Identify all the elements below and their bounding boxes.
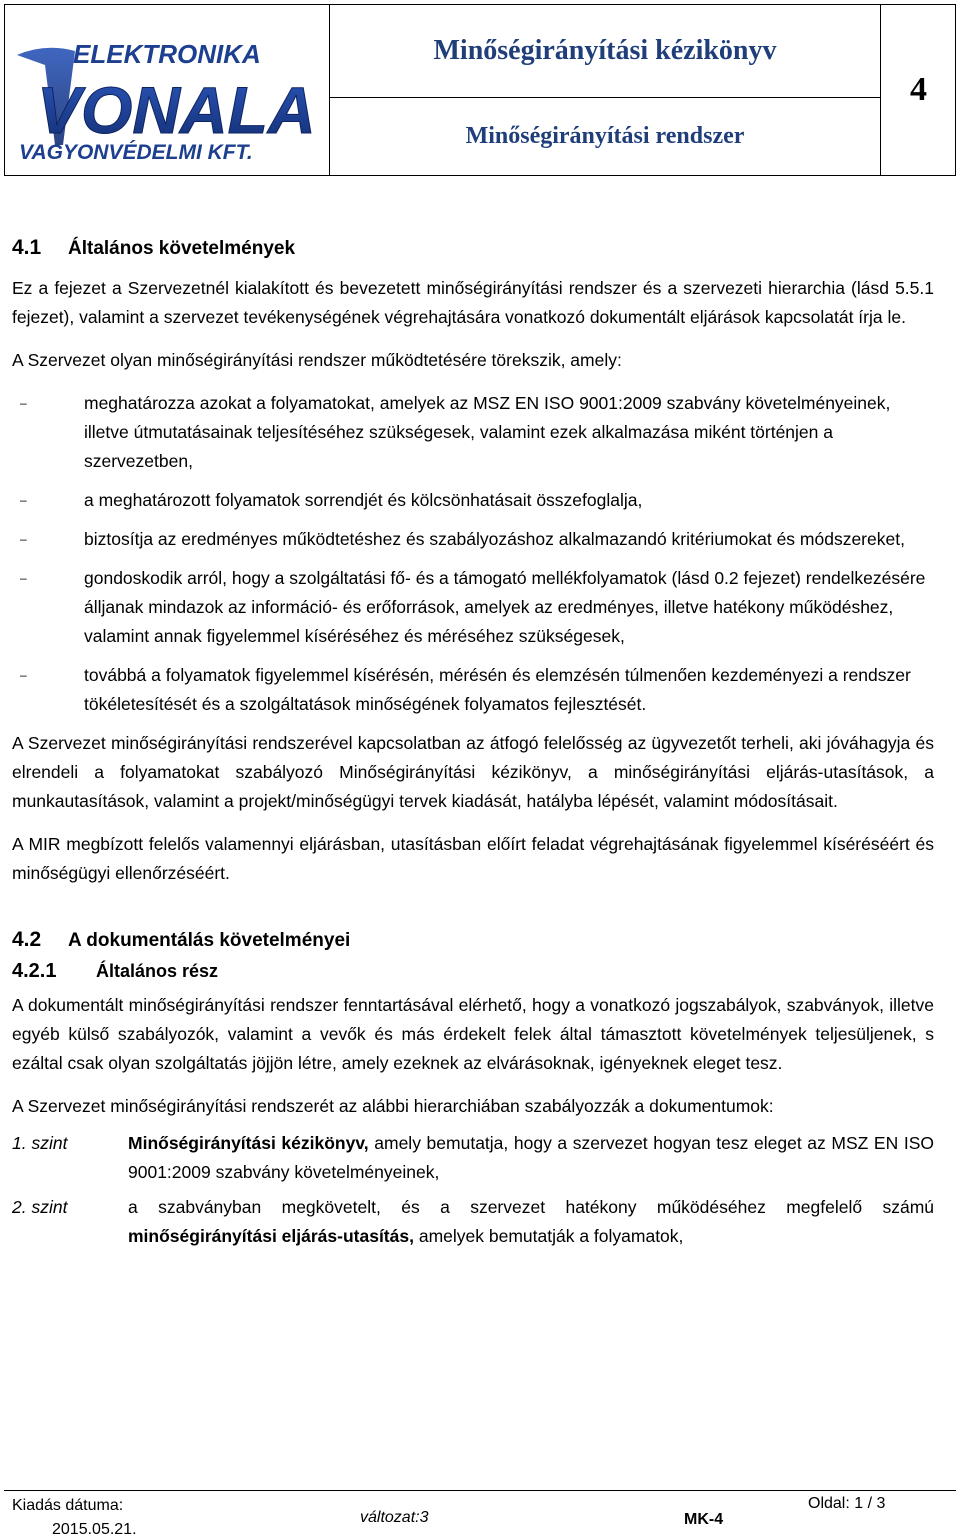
paragraph: A Szervezet minőségirányítási rendszerét az alábbi hierarchiában szabályozzák a dokumentumok: [12, 1096, 774, 1116]
section-number: 4.2 [12, 928, 42, 951]
level-text: amelyek bemutatják a folyamatok, [413, 1226, 684, 1246]
document-header [4, 4, 956, 176]
level-text: amely bemutatja, hogy a szervezet hogyan tesz eleget az MSZ EN ISO 9001:2009 szabvány követelményeinek, [128, 1133, 934, 1182]
level-text-pre: a szabványban megkövetelt, és a szervezet hatékony működéséhez megfelelő számú [128, 1197, 934, 1217]
bullet-dash: – [20, 532, 27, 546]
level-key: 2. szint [12, 1197, 68, 1217]
header-title-cell [330, 5, 880, 98]
level-description [128, 1193, 934, 1251]
paragraph: Ez a fejezet a Szervezetnél kialakított és bevezetett minőségirányítási rendszer és a szervezeti hierarchia (lásd 5.5.1 fejezet), valamint a szervezet tevékenységének végrehajtására vonatkozó dokumentált eljárások kapcsolatát írja le. [12, 278, 934, 327]
bullet-dash: – [20, 493, 27, 507]
logo-line1: ELEKTRONIKA [73, 39, 261, 69]
bullet-dash: – [20, 396, 27, 410]
list-item [12, 389, 934, 476]
version: változat:3 [360, 1509, 429, 1526]
paragraph: A MIR megbízott felelős valamennyi eljárásban, utasításban előírt feladat végrehajtásának figyelemmel kíséréséért és minőségügyi ellenőrzéséért. [12, 834, 934, 883]
level-emphasis: Minőségirányítási kézikönyv, [128, 1133, 369, 1153]
list-item-text: a meghatározott folyamatok sorrendjét és kölcsönhatásait összefoglalja, [84, 490, 643, 510]
document-body [12, 236, 934, 1257]
level-key: 1. szint [12, 1133, 68, 1153]
list-item-text: gondoskodik arról, hogy a szolgáltatási fő- és a támogató mellékfolyamatok (lásd 0.2 fejezet) rendelkezésére álljanak mindazok az információ- és erőforrások, amelyek az eredményes, illetve hatékony működéshez, valamint annak figyelemmel kíséréséhez és méréséhez szükségesek, [84, 568, 926, 646]
document-title: Minőségirányítási kézikönyv [433, 35, 777, 66]
requirements-list [12, 389, 934, 719]
issue-date-label: Kiadás dátuma: [12, 1497, 124, 1514]
section-heading-4-2 [12, 928, 934, 952]
list-item [12, 525, 934, 554]
company-logo-graphic [15, 35, 315, 165]
hierarchy-level-2 [12, 1193, 934, 1251]
paragraph: A Szervezet minőségirányítási rendszerével kapcsolatban az átfogó felelősség az ügyvezetőt terheli, aki jóváhagyja és elrendeli a folyamatokat szabályozó Minőségirányítási kézikönyv, a minőségirányítási eljárás-utasítások, a munkautasítások, valamint a projekt/minőségügyi tervek kiadását, hatályba lépését, valamint módosításait. [12, 733, 934, 811]
company-logo [15, 35, 315, 165]
document-footer [4, 1490, 956, 1539]
list-item [12, 564, 934, 651]
section-heading-4-2-1 [12, 960, 934, 983]
bullet-dash: – [20, 571, 27, 585]
paragraph: A dokumentált minőségirányítási rendszer fenntartásával elérhető, hogy a vonatkozó jogszabályok, szabványok, illetve egyéb külső szabályozók, valamint a vevők és más érdekelt felek által támasztott követelmények teljesüljenek, s ezáltal csak olyan szolgáltatás jöjjön létre, amely ezeknek az elvárásoknak, igényeknek eleget tesz. [12, 995, 934, 1073]
bullet-dash: – [20, 668, 27, 682]
list-item [12, 486, 934, 515]
paragraph: A Szervezet olyan minőségirányítási rendszer működtetésére törekszik, amely: [12, 350, 622, 370]
list-item [12, 661, 934, 719]
logo-line3: VAGYONVÉDELMI KFT. [19, 141, 253, 164]
hierarchy-level-1 [12, 1129, 934, 1187]
section-number: 4.1 [12, 236, 42, 259]
section-title: Általános követelmények [68, 238, 296, 259]
issue-date: 2015.05.21. [52, 1521, 137, 1538]
section-number: 4.2.1 [12, 960, 57, 982]
chapter-number-cell [880, 5, 956, 175]
document-code: MK-4 [684, 1511, 724, 1528]
list-item-text: meghatározza azokat a folyamatokat, amelyek az MSZ EN ISO 9001:2009 szabvány követelményeinek, illetve útmutatásainak teljesítéséhez szükségesek, valamint ezek alkalmazása miként történjen a szervezetben, [84, 393, 891, 471]
logo-line2: VONALA [37, 73, 315, 147]
section-heading-4-1 [12, 236, 934, 260]
page-indicator: Oldal: 1 / 3 [808, 1495, 886, 1512]
section-title: Általános rész [96, 961, 219, 981]
section-title: A dokumentálás követelményei [68, 930, 351, 951]
list-item-text: biztosítja az eredményes működtetéshez és szabályozáshoz alkalmazandó kritériumokat és módszereket, [84, 529, 905, 549]
header-subtitle-cell [330, 98, 880, 175]
list-item-text: továbbá a folyamatok figyelemmel kísérésén, mérésén és elemzésén túlmenően kezdeményezi a rendszer tökéletesítését és a szolgáltatások minőségének folyamatos fejlesztését. [84, 665, 911, 714]
level-emphasis: minőségirányítási eljárás-utasítás, [128, 1226, 414, 1246]
logo-cell [5, 5, 330, 175]
level-description [128, 1129, 934, 1187]
document-subtitle: Minőségirányítási rendszer [465, 123, 745, 149]
chapter-number: 4 [910, 71, 927, 108]
